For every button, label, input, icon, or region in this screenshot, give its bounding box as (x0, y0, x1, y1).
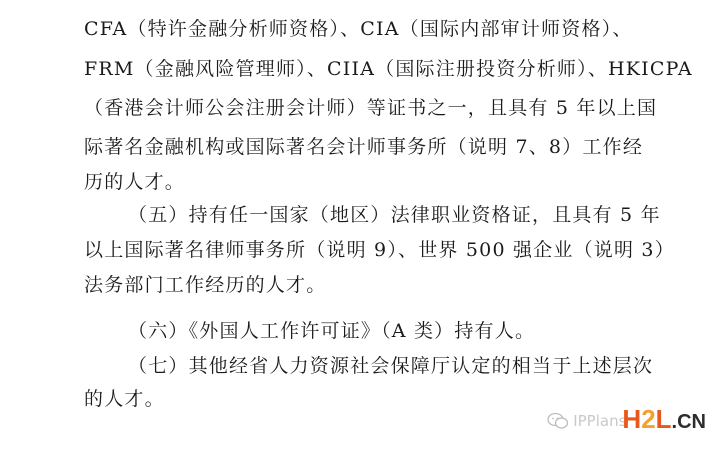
text-line: 以上国际著名律师事务所（说明 9）、世界 500 强企业（说明 3） (84, 239, 675, 261)
site-logo (622, 406, 706, 435)
site-watermark (547, 406, 706, 435)
watermark-faded-text: IPPlans (573, 411, 627, 430)
text-line: （七）其他经省人力资源社会保障厅认定的相当于上述层次 (128, 355, 654, 377)
logo-digit-2: 2 (641, 404, 656, 434)
text-line: 的人才。 (84, 388, 165, 410)
text-line: CFA（特许金融分析师资格）、CIA（国际内部审计师资格）、 (84, 18, 633, 40)
logo-letter-h: H (622, 404, 642, 434)
text-line: （香港会计师公会注册会计师）等证书之一，且具有 5 年以上国 (84, 97, 658, 119)
text-line: 际著名金融机构或国际著名会计师事务所（说明 7、8）工作经 (84, 136, 644, 158)
text-line: 历的人才。 (84, 171, 186, 193)
text-line: （六）《外国人工作许可证》（A 类）持有人。 (128, 320, 536, 342)
text-line: 法务部门工作经历的人才。 (84, 274, 327, 296)
text-line: FRM（金融风险管理师）、CIIA（国际注册投资分析师）、HKICPA (84, 58, 693, 80)
logo-letter-l: L (655, 404, 672, 434)
wechat-icon (547, 412, 569, 430)
logo-suffix: .CN (671, 411, 706, 433)
text-line: （五）持有任一国家（地区）法律职业资格证，且具有 5 年 (128, 204, 661, 226)
